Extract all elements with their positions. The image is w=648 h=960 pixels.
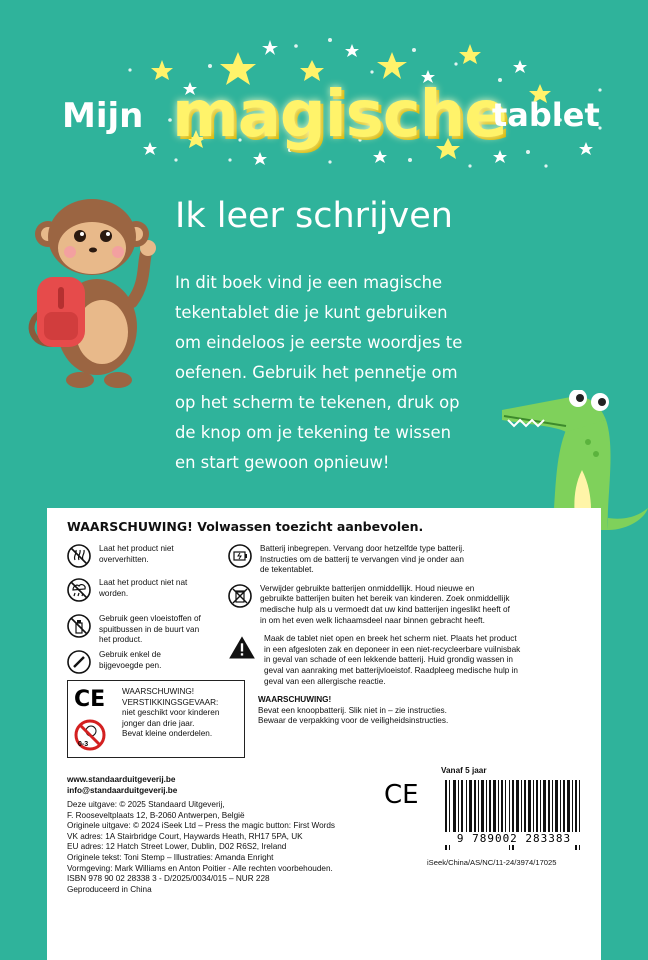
item-text: oververhitten. [99,554,149,564]
choking-text [122,687,242,740]
item-text: het product. [99,635,143,645]
list-item [228,584,598,626]
age-rating: Vanaf 5 jaar [441,766,487,775]
ce-mark: CE [74,687,106,712]
item-text: medische hulp als u vermoedt dat uw kind batterijen ingeslikt heeft of [260,604,510,614]
monkey-illustration [22,192,172,392]
list-item [67,614,237,646]
info-line: VK adres: 1A Stairbridge Court, Haywards Heath, RH17 5PA, UK [67,831,303,841]
info-line: ISBN 978 90 02 28338 3 - D/2025/0034/015 – NUR 228 [67,874,270,884]
warning-left-list [67,544,237,678]
info-line: Deze uitgave: © 2025 Standaard Uitgeverij, [67,800,225,809]
item-text: VERSTIKKINGSGEVAAR: [122,697,219,707]
list-item [228,634,598,687]
info-line: Vormgeving: Mark Williams en Anton Poitier - Alle rechten voorbehouden. [67,863,333,873]
choking-warning-box [67,680,245,758]
no-heat-icon [67,544,91,568]
list-item [67,650,237,678]
intro-line: de knop om je tekening te wissen [175,423,451,442]
no-spray-icon [67,614,91,638]
item-text: Maak de tablet niet open en breek het scherm niet. Plaats het product [264,634,517,644]
ce-mark-large: CE [384,780,419,810]
item-text: Batterij inbegrepen. Vervang door hetzelfde type batterij. [260,544,465,553]
warning-heading: WAARSCHUWING! Volwassen toezicht aanbevolen. [67,519,424,534]
title-magische: magische [172,78,507,152]
item-text: de tekentablet. [260,565,314,575]
pen-icon [67,650,91,674]
item-text: gebruikte batterijen buiten het bereik van kinderen. Zoek onmiddellijk [260,594,510,604]
title-tablet: tablet [492,96,600,134]
item-text: Bevat een knoopbatterij. Slik niet in – zie instructies. [258,705,447,715]
item-text: Instructies om de batterij te vervangen vind je onder aan [260,554,464,564]
list-item [67,544,237,574]
list-item [67,578,237,608]
item-text: worden. [99,588,129,598]
intro-line: oefenen. Gebruik het pennetje om [175,363,458,382]
book-subtitle: Ik leer schrijven [175,196,453,236]
item-text: in om het even welk lichaamsdeel naar binnen gebracht heeft. [260,615,485,625]
item-text: Bewaar de verpakking voor de veiligheidsinstructies. [258,716,449,726]
item-text: Laat het product niet nat [99,578,188,587]
button-battery-warning [258,695,588,727]
website-link[interactable]: www.standaarduitgeverij.be [67,775,176,784]
age-label: 0-3 [78,741,89,748]
intro-line: om eindeloos je eerste woordjes te [175,333,463,352]
list-item [228,544,598,576]
battery-icon [228,544,252,568]
item-text: geval van een allergische reactie. [264,676,386,686]
info-line: EU adres: 12 Hatch Street Lower, Dublin, D02 R6S2, Ireland [67,842,287,852]
title-mijn: Mijn [62,96,144,136]
item-text: Laat het product niet [99,544,174,553]
barcode-number: 9 789002 283383 [436,832,592,845]
item-text: in een afgesloten zak en deponeer in een niet-recycleerbare vuilnisbak [264,644,521,654]
item-text: spuitbussen in de buurt van [99,624,200,634]
item-text: Verwijder gebruikte batterijen onmiddellijk. Houd nieuwe en [260,583,475,593]
publisher-info [67,800,427,895]
intro-text [175,268,495,478]
email-link[interactable]: info@standaarduitgeverij.be [67,785,178,795]
item-text: in geval van schade of een lekkende batterij. Huid grondig wassen in [264,655,513,665]
info-line: Originele uitgave: © 2024 iSeek Ltd – Press the magic button: First Words [67,821,336,831]
intro-line: en start gewoon opnieuw! [175,453,390,472]
item-text: WAARSCHUWING! [258,695,332,704]
info-line: Originele tekst: Toni Stemp – Illustraties: Amanda Enright [67,852,274,862]
caution-icon [228,634,256,662]
publisher-contact [67,775,177,796]
info-line: Geproduceerd in China [67,884,152,894]
no-wet-icon [67,578,91,602]
product-code: iSeek/China/AS/NC/11-24/3974/17025 [427,858,557,867]
warning-right-list [228,544,598,687]
intro-line: op het scherm te tekenen, druk op [175,393,460,412]
item-text: bijgevoegde pen. [99,660,162,670]
item-text: Gebruik enkel de [99,650,161,659]
item-text: Gebruik geen vloeistoffen of [99,614,201,623]
intro-line: In dit boek vind je een magische [175,273,443,292]
item-text: WAARSCHUWING! [122,687,195,696]
item-text: jonger dan drie jaar. [122,718,195,728]
info-line: F. Rooseveltplaats 12, B-2060 Antwerpen, België [67,810,245,820]
item-text: geval van aanraking met batterijvloeistof. Raadpleeg medische hulp in [264,665,518,675]
item-text: Bevat kleine onderdelen. [122,729,213,739]
intro-line: tekentablet die je kunt gebruiken [175,303,448,322]
item-text: niet geschikt voor kinderen [122,708,220,718]
bin-icon [228,584,252,608]
